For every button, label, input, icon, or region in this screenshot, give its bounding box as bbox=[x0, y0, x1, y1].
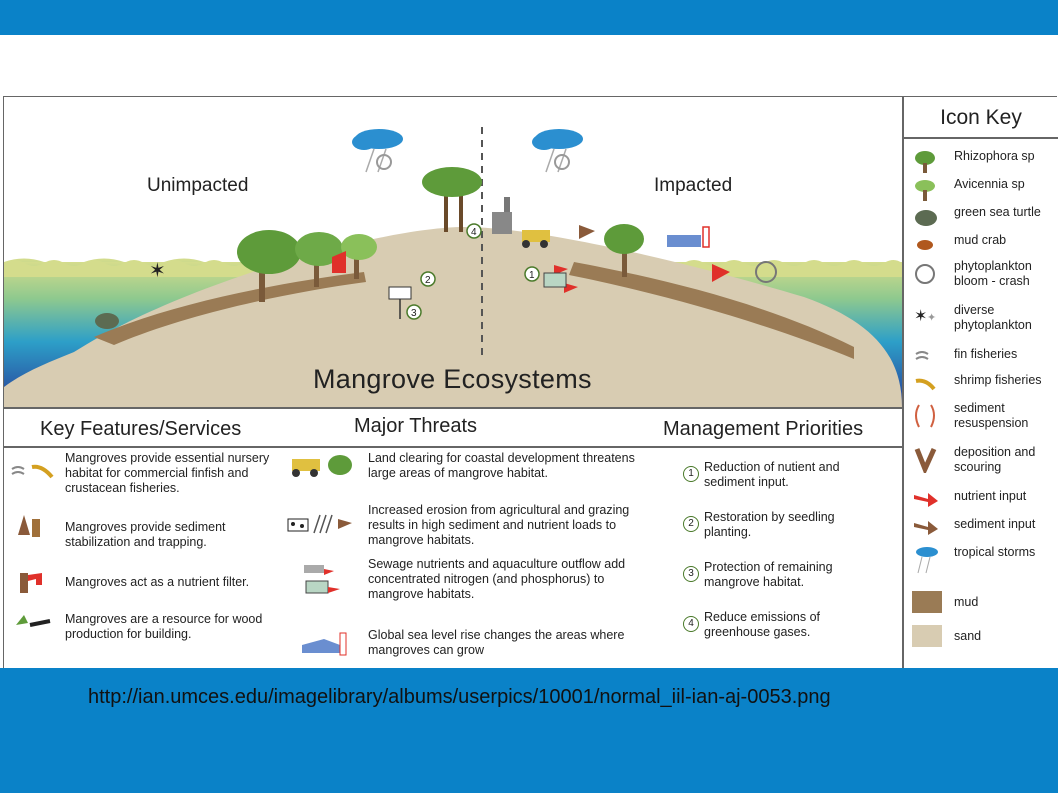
priority-number-2: 2 bbox=[683, 516, 699, 532]
priority-number-4: 4 bbox=[683, 616, 699, 632]
sewage-outflow bbox=[544, 273, 566, 287]
avicennia-icon bbox=[912, 177, 940, 203]
svg-text:✶: ✶ bbox=[914, 308, 928, 325]
scene-illustration bbox=[4, 97, 902, 407]
marker-2-text: 2 bbox=[425, 275, 431, 286]
icon-key-label: shrimp fisheries bbox=[954, 373, 1042, 387]
red-arrow-icon bbox=[912, 489, 940, 515]
mangrove-scene bbox=[4, 97, 902, 407]
factory bbox=[492, 212, 512, 234]
svg-text:✦: ✦ bbox=[927, 312, 937, 324]
icon-key-label: fin fisheries bbox=[954, 347, 1018, 361]
sign-board bbox=[389, 287, 411, 299]
label-unimpacted: Unimpacted bbox=[147, 175, 249, 196]
phytoplankton-icon bbox=[912, 303, 940, 329]
label-impacted: Impacted bbox=[654, 175, 733, 196]
feature-4: Mangroves are a resource for wood production for building. bbox=[65, 612, 263, 641]
priority-number-3: 3 bbox=[683, 566, 699, 582]
icon-key-label: deposition and scouring bbox=[954, 445, 1036, 474]
icon-key-label: sediment input bbox=[954, 517, 1036, 531]
icon-key-label: nutrient input bbox=[954, 489, 1027, 503]
fisheries-icon bbox=[10, 461, 56, 488]
sediment-arrow-right bbox=[579, 225, 595, 239]
features-heading: Key Features/Services bbox=[40, 418, 242, 440]
diagram-title: Mangrove Ecosystems bbox=[313, 364, 592, 394]
sea-level-icon bbox=[667, 235, 701, 247]
priority-3: Protection of remaining mangrove habitat. bbox=[704, 560, 833, 589]
crab-icon bbox=[912, 233, 940, 259]
threats-heading: Major Threats bbox=[354, 415, 478, 437]
bulldozer-icon bbox=[286, 451, 356, 484]
marker-3-text: 3 bbox=[411, 308, 417, 319]
icon-key-label: phytoplankton bloom - crash bbox=[954, 259, 1032, 288]
storm-icon bbox=[912, 545, 940, 571]
phytoplankton-bloom-icon bbox=[912, 259, 940, 285]
section-divider bbox=[4, 446, 902, 448]
threat-2: Increased erosion from agricultural and grazing results in high sediment and nutrient loads to mangrove habitats. bbox=[368, 503, 630, 547]
top-blue-bar bbox=[0, 0, 1058, 35]
agriculture-icon bbox=[286, 511, 360, 544]
info-sections bbox=[4, 407, 902, 670]
turtle bbox=[95, 313, 119, 329]
icon-key-label: green sea turtle bbox=[954, 205, 1041, 219]
mud-swatch bbox=[912, 591, 942, 613]
icon-key-label: mud crab bbox=[954, 233, 1007, 247]
icon-key-label: tropical storms bbox=[954, 545, 1036, 559]
sediment-stabilization-icon bbox=[14, 509, 48, 546]
fish-icon bbox=[912, 347, 940, 373]
threat-4: Global sea level rise changes the areas where mangroves can grow bbox=[368, 628, 625, 657]
icon-key-label: Rhizophora sp bbox=[954, 149, 1035, 163]
threat-3: Sewage nutrients and aquaculture outflow add concentrated nitrogen (and phosphorus) to mangrove habitats. bbox=[368, 557, 626, 601]
threat-1: Land clearing for coastal development threatens large areas of mangrove habitat. bbox=[368, 451, 635, 480]
priority-1: Reduction of nutient and sediment input. bbox=[704, 460, 840, 489]
nutrient-filter-icon bbox=[14, 567, 48, 600]
sea-level-rise-icon bbox=[300, 631, 350, 664]
rhizophora-icon bbox=[912, 149, 940, 175]
shrimp-icon bbox=[912, 373, 940, 399]
icon-key-label: sediment resuspension bbox=[954, 401, 1029, 430]
icon-key-label: diverse phytoplankton bbox=[954, 303, 1032, 332]
sand-swatch bbox=[912, 625, 942, 647]
icon-key-label: mud bbox=[954, 595, 979, 609]
icon-key-title: Icon Key bbox=[904, 97, 1058, 139]
phytoplankton-star: ✶ bbox=[149, 260, 166, 282]
deposition-icon bbox=[912, 445, 940, 471]
marker-4-text: 4 bbox=[471, 227, 477, 238]
feature-2: Mangroves provide sediment stabilization and trapping. bbox=[65, 520, 226, 549]
priority-number-1: 1 bbox=[683, 466, 699, 482]
feature-1: Mangroves provide essential nursery habitat for commercial finfish and crustacean fisheries. bbox=[65, 451, 270, 495]
brown-arrow-icon bbox=[912, 517, 940, 543]
priority-2: Restoration by seedling planting. bbox=[704, 510, 835, 539]
resuspension-icon bbox=[912, 401, 940, 427]
marker-1-text: 1 bbox=[529, 270, 535, 281]
priority-4: Reduce emissions of greenhouse gases. bbox=[704, 610, 821, 639]
source-url: http://ian.umces.edu/imagelibrary/albums/userpics/10001/normal_iil-ian-aj-0053.png bbox=[88, 686, 831, 708]
wood-resource-icon bbox=[12, 611, 56, 640]
icon-key-panel bbox=[902, 97, 1058, 668]
sewage-icon bbox=[302, 561, 346, 610]
icon-key-label: sand bbox=[954, 629, 982, 643]
icon-key-label: Avicennia sp bbox=[954, 177, 1025, 191]
priorities-heading: Management Priorities bbox=[663, 418, 864, 440]
turtle-icon bbox=[912, 205, 940, 231]
feature-3: Mangroves act as a nutrient filter. bbox=[65, 575, 250, 589]
